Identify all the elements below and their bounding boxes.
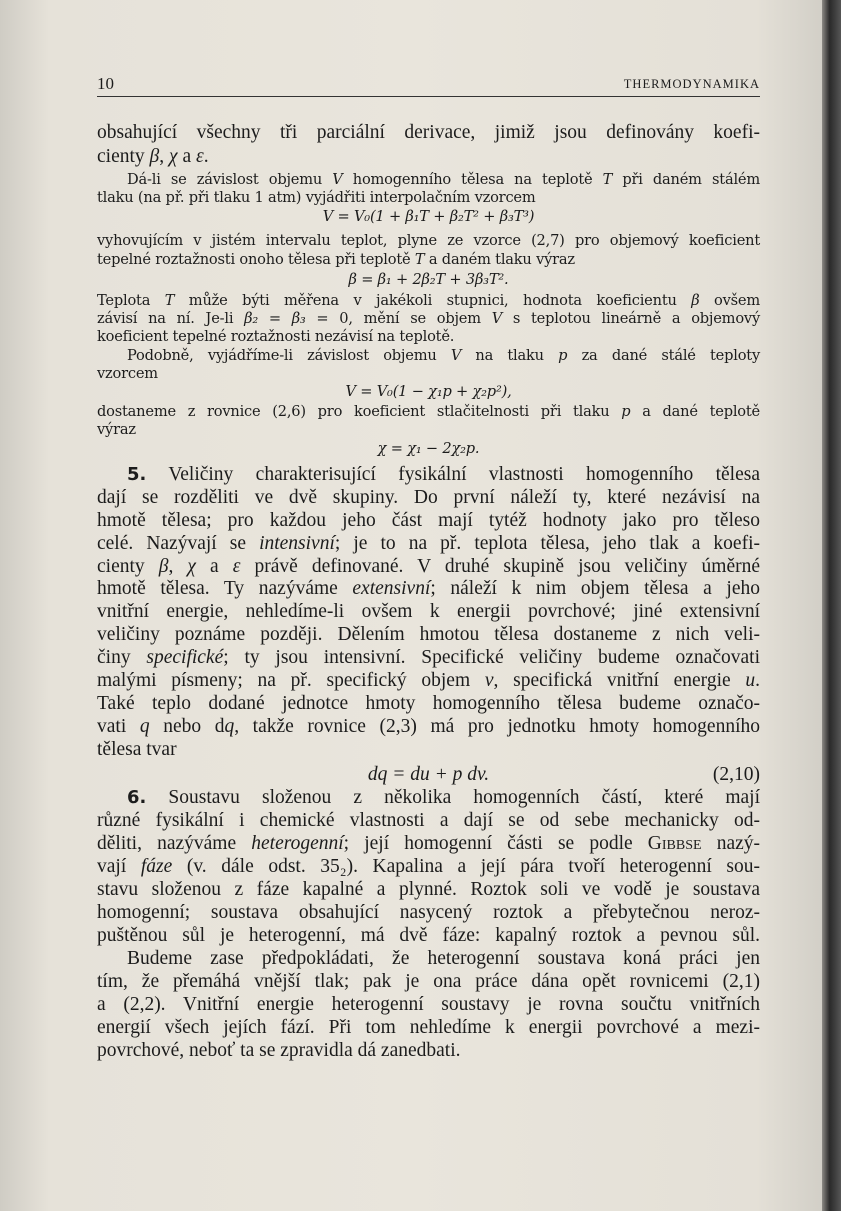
text-line (97, 1040, 760, 1062)
text-segment: . (203, 146, 209, 167)
italic-text: V (450, 347, 462, 364)
text-segment: s teplotou lineárně a objemový (502, 310, 760, 327)
text-segment: děliti, nazýváme (97, 833, 252, 854)
text-line (97, 879, 760, 901)
italic-text: p (621, 403, 631, 420)
text-segment: hmotě tělesa; pro každou jeho část mají tytéž hodnoty jako pro těleso (97, 510, 760, 531)
italic-text: β (158, 556, 169, 577)
italic-text: χ = χ₁ − 2χ₂p. (377, 440, 480, 457)
italic-text: dq = du + p dv. (367, 764, 490, 785)
text-segment: Gibbse (647, 833, 702, 854)
book-edge-shadow (822, 0, 841, 1211)
italic-text: heterogenní (251, 833, 344, 854)
text-line (97, 232, 760, 249)
text-line (97, 787, 760, 809)
italic-text: T (414, 251, 425, 268)
equation-number: (2,10) (712, 764, 760, 785)
italic-text: q (139, 716, 150, 737)
italic-text: β₂ = β₃ (244, 310, 306, 327)
text-segment: a (195, 556, 233, 577)
text-segment: stavu složenou z fáze kapalné a plynné. Roztok soli ve vodě je soustava (97, 879, 760, 900)
italic-text: intensivní (259, 533, 335, 554)
text-segment: tlaku (na př. při tlaku 1 atm) vyjádřiti interpolačním vzorcem (97, 189, 536, 206)
italic-text: β (691, 292, 700, 309)
text-line (97, 739, 760, 761)
text-segment: obsahující všechny tři parciální derivace, jimiž jsou definovány koefi- (97, 122, 760, 143)
text-segment: ovšem (699, 292, 760, 309)
italic-text: extensivní (352, 578, 431, 599)
text-segment: a daném tlaku výraz (424, 251, 575, 268)
text-segment: tím, že přemáhá vnější tlak; pak je ona práce dána opět rovnicemi (2,1) (97, 971, 760, 992)
italic-text: ε (232, 556, 241, 577)
text-line (97, 647, 760, 669)
text-line (97, 171, 760, 188)
text-line (97, 833, 760, 855)
text-segment: (v. dále odst. 35₂). Kapalina a její pára tvoří heterogenní sou- (172, 856, 760, 877)
text-segment: Podobně, vyjádříme-li závislost objemu (127, 347, 451, 364)
text-line (97, 464, 760, 486)
text-segment: ; její homogenní části se podle (343, 833, 648, 854)
text-segment: Také teplo dodané jednotce hmoty homogenního tělesa budeme označo- (97, 693, 760, 714)
italic-text: V = V₀(1 + β₁T + β₂T² + β₃T³) (322, 208, 535, 225)
text-segment: veličiny poznáme později. Dělením hmotou tělesa dostaneme z nich veli- (97, 624, 760, 645)
text-segment: energií všech jejích fází. Při tom nehledíme k energii povrchové a mezi- (97, 1017, 760, 1038)
italic-text: q (224, 716, 235, 737)
text-line (97, 994, 760, 1016)
text-segment: a (177, 146, 196, 167)
text-segment: na tlaku (461, 347, 559, 364)
text-line (97, 670, 760, 692)
text-segment: Teplota (97, 292, 165, 309)
text-segment: může býti měřena v jakékoli stupnici, hodnota koeficientu (174, 292, 692, 309)
text-line (97, 328, 760, 345)
page-header (97, 74, 760, 97)
text-segment: při daném stálém (612, 171, 760, 188)
text-segment: dostaneme z rovnice (2,6) pro koeficient stlačitelnosti při tlaku (97, 403, 622, 420)
text-segment: celé. Nazývají se (97, 533, 260, 554)
text-line (97, 251, 760, 268)
italic-text: V (332, 171, 343, 188)
equation-line (97, 383, 760, 400)
text-segment: vati (97, 716, 140, 737)
text-segment: puštěnou sůl je heterogenní, má dvě fáze: kapalný roztok a pevnou sůl. (97, 925, 760, 946)
text-segment: ; ty jsou intensivní. Specifické veličiny budeme označovati (223, 647, 760, 668)
text-line (97, 122, 760, 144)
text-line (97, 403, 760, 420)
text-segment: právě definované. V druhé skupině jsou veličiny úměrné (240, 556, 761, 577)
text-segment: a (2,2). Vnitřní energie heterogenní soustavy je rovna součtu vnitřních (97, 994, 760, 1015)
text-segment: vzorcem (97, 365, 158, 382)
text-line (97, 421, 760, 438)
text-segment: = 0, mění se objem (305, 310, 492, 327)
text-line (97, 146, 760, 168)
text-segment: nebo d (149, 716, 225, 737)
text-line (97, 347, 760, 364)
text-segment: , takže rovnice (2,3) má pro jednotku hmoty homogenního (234, 716, 760, 737)
text-line (97, 716, 760, 738)
equation-line (97, 208, 760, 225)
text-line (97, 856, 760, 878)
text-segment: Dá-li se závislost objemu (127, 171, 333, 188)
text-segment: vnitřní energie, nehledíme-li ovšem k energii povrchové; jiné extensivní (97, 601, 760, 622)
text-segment: Budeme zase předpokládati, že heterogenní soustava koná práci jen (127, 948, 760, 969)
text-line (97, 556, 760, 578)
text-segment: tepelné roztažnosti onoho tělesa při teplotě (97, 251, 415, 268)
text-segment: vají (97, 856, 141, 877)
italic-text: v (484, 670, 494, 691)
text-segment: Soustavu složenou z několika homogenních částí, které mají (146, 787, 760, 808)
running-title: THERMODYNAMIKA (623, 77, 760, 91)
text-segment: koeficient tepelné roztažnosti nezávisí na teplotě. (97, 328, 455, 345)
page-number: 10 (97, 74, 114, 93)
equation-line (97, 271, 760, 288)
equation-line (97, 764, 760, 786)
text-line (97, 310, 760, 327)
text-segment: a dané teplotě (630, 403, 760, 420)
italic-text: T (164, 292, 175, 309)
text-line (97, 971, 760, 993)
text-line (97, 189, 760, 206)
text-segment: ; náleží k nim objem tělesa a jeho (430, 578, 760, 599)
text-segment: nazý- (701, 833, 760, 854)
text-segment: cienty (97, 146, 150, 167)
italic-text: specifické (146, 647, 224, 668)
italic-text: V = V₀(1 − χ₁p + χ₂p²), (345, 383, 512, 400)
text-line (97, 624, 760, 646)
italic-text: u (745, 670, 756, 691)
text-segment: činy (97, 647, 147, 668)
text-segment: dají se rozděliti ve dvě skupiny. Do první náleží ty, které nezávisí na (97, 487, 760, 508)
text-line (97, 510, 760, 532)
text-line (97, 578, 760, 600)
text-line (97, 810, 760, 832)
text-segment: ; je to na př. teplota tělesa, jeho tlak a koefi- (334, 533, 760, 554)
italic-text: p (558, 347, 568, 364)
text-line (97, 292, 760, 309)
text-segment: cienty (97, 556, 159, 577)
italic-text: T (602, 171, 613, 188)
text-segment: , specifická vnitřní energie (493, 670, 746, 691)
italic-text: χ (187, 556, 196, 577)
text-line (97, 601, 760, 623)
text-line (97, 948, 760, 970)
text-segment: povrchové, neboť ta se zpravidla dá zanedbati. (97, 1040, 461, 1061)
italic-text: fáze (140, 856, 173, 877)
text-segment: výraz (97, 421, 136, 438)
text-line (97, 925, 760, 947)
text-segment: různé fysikální i chemické vlastnosti a dají se od sebe mechanicky od- (97, 810, 760, 831)
text-segment: tělesa tvar (97, 739, 177, 760)
text-line (97, 693, 760, 715)
text-segment: , (159, 146, 169, 167)
text-line (97, 365, 760, 382)
text-segment: Veličiny charakterisující fysikální vlastnosti homogenního tělesa (146, 464, 760, 485)
text-line (97, 902, 760, 924)
section-number: 6. (127, 787, 147, 808)
text-segment: za dané stálé teploty (567, 347, 761, 364)
text-segment: hmotě tělesa. Ty nazýváme (97, 578, 353, 599)
text-segment: závisí na ní. Je-li (97, 310, 245, 327)
text-line (97, 1017, 760, 1039)
text-segment: homogenní; soustava obsahující nasycený roztok a přebytečnou neroz- (97, 902, 760, 923)
italic-text: ε (196, 146, 204, 167)
text-segment: , (168, 556, 188, 577)
text-line (97, 533, 760, 555)
italic-text: β (149, 146, 160, 167)
text-segment: vyhovujícím v jistém intervalu teplot, plyne ze vzorce (2,7) pro objemový koeficient (97, 232, 760, 249)
italic-text: V (491, 310, 503, 327)
text-segment: . (755, 670, 760, 691)
italic-text: β = β₁ + 2β₂T + 3β₃T². (348, 271, 509, 288)
text-segment: homogenního tělesa na teplotě (342, 171, 603, 188)
text-line (97, 487, 760, 509)
equation-line (97, 440, 760, 457)
italic-text: χ (169, 146, 178, 167)
text-segment: malými písmeny; na př. specifický objem (97, 670, 485, 691)
section-number: 5. (127, 464, 147, 485)
